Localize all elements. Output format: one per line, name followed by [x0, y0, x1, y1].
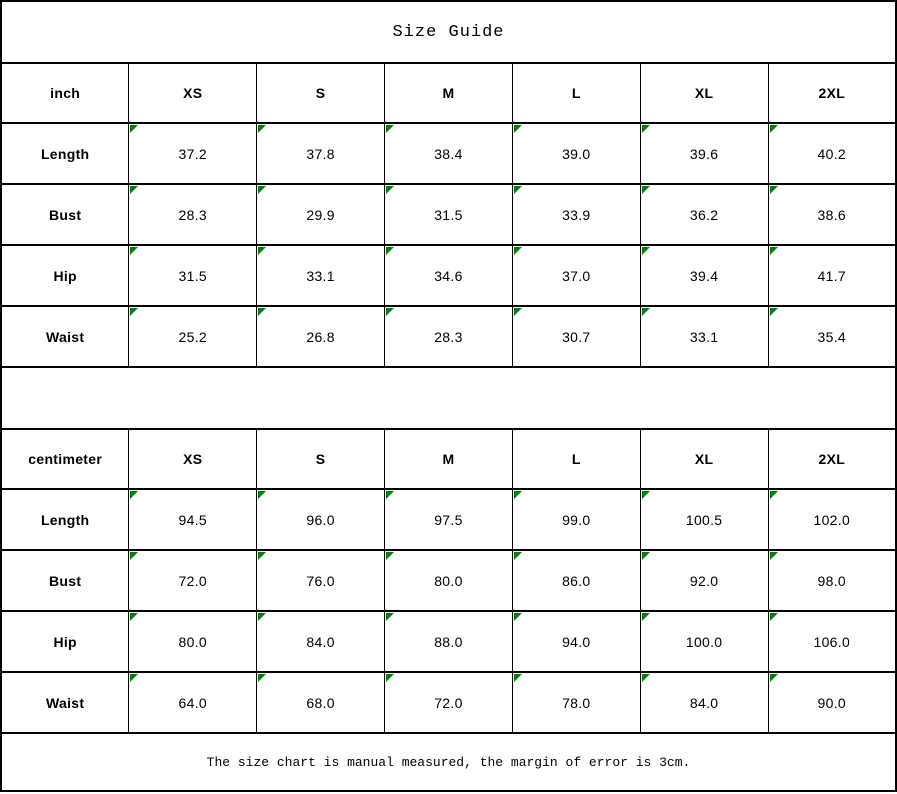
measurement-value-cell [257, 245, 385, 306]
measurement-value-cell [257, 611, 385, 672]
green-corner-marker-icon [642, 125, 650, 133]
measurement-value-cell [257, 306, 385, 367]
measurement-value-cell [512, 245, 640, 306]
green-corner-marker-icon [386, 186, 394, 194]
green-corner-marker-icon [258, 552, 266, 560]
spacer-section [1, 367, 896, 429]
size-header-label: XS [183, 85, 203, 101]
measurement-label: Waist [46, 328, 85, 345]
measurement-value: 90.0 [817, 694, 846, 711]
measurement-value: 64.0 [178, 694, 207, 711]
green-corner-marker-icon [386, 491, 394, 499]
measurement-value: 41.7 [817, 267, 846, 284]
measurement-value: 76.0 [306, 572, 335, 589]
green-corner-marker-icon [258, 491, 266, 499]
measurement-value: 106.0 [813, 633, 851, 650]
measurement-label: Hip [53, 267, 77, 284]
measurement-value: 30.7 [562, 328, 591, 345]
green-corner-marker-icon [642, 491, 650, 499]
green-corner-marker-icon [770, 186, 778, 194]
measurement-label: Bust [49, 206, 82, 223]
measurement-value-cell [129, 184, 257, 245]
measurement-value: 80.0 [434, 572, 463, 589]
unit-header-cell [1, 429, 129, 489]
measurement-row [1, 489, 896, 550]
green-corner-marker-icon [130, 186, 138, 194]
footer-row [1, 733, 896, 791]
green-corner-marker-icon [386, 125, 394, 133]
green-corner-marker-icon [770, 613, 778, 621]
measurement-value-cell [257, 184, 385, 245]
measurement-value: 84.0 [689, 694, 719, 711]
measurement-value: 25.2 [178, 328, 207, 345]
measurement-value-cell [512, 306, 640, 367]
measurement-value-cell [768, 611, 896, 672]
green-corner-marker-icon [514, 613, 522, 621]
measurement-value: 26.8 [306, 328, 335, 345]
measurement-label-cell [1, 611, 129, 672]
size-header-label: L [571, 451, 581, 467]
measurement-value: 78.0 [562, 694, 591, 711]
measurement-value: 72.0 [178, 572, 207, 589]
measurement-value-cell [512, 550, 640, 611]
measurement-value-cell [385, 489, 513, 550]
measurement-value-cell [768, 489, 896, 550]
green-corner-marker-icon [770, 491, 778, 499]
size-header-label: M [442, 85, 455, 101]
measurement-row [1, 611, 896, 672]
green-corner-marker-icon [642, 308, 650, 316]
measurement-value-cell [385, 672, 513, 733]
measurement-value: 31.5 [178, 267, 207, 284]
measurement-value: 28.3 [434, 328, 463, 345]
measurement-value: 29.9 [306, 206, 335, 223]
measurement-value: 39.6 [689, 145, 719, 162]
measurement-label-cell [1, 123, 129, 184]
green-corner-marker-icon [258, 247, 266, 255]
inch-section [1, 63, 896, 367]
page-title: Size Guide [1, 1, 896, 63]
measurement-value-cell [129, 306, 257, 367]
measurement-value-cell [385, 611, 513, 672]
title-section [1, 1, 896, 63]
green-corner-marker-icon [770, 308, 778, 316]
measurement-value-cell [640, 306, 768, 367]
measurement-value: 33.9 [562, 206, 591, 223]
measurement-value: 37.8 [306, 145, 335, 162]
measurement-value: 94.5 [178, 511, 207, 528]
measurement-row [1, 245, 896, 306]
measurement-value: 33.1 [306, 267, 335, 284]
size-header-cell [640, 63, 768, 123]
measurement-row [1, 306, 896, 367]
measurement-label: Waist [46, 694, 85, 711]
measurement-value-cell [768, 306, 896, 367]
measurement-value-cell [768, 245, 896, 306]
measurement-value: 68.0 [306, 694, 335, 711]
measurement-value-cell [512, 184, 640, 245]
measurement-value-cell [257, 123, 385, 184]
size-header-label: 2XL [818, 451, 846, 467]
measurement-value-cell [129, 672, 257, 733]
green-corner-marker-icon [514, 308, 522, 316]
measurement-value-cell [129, 550, 257, 611]
measurement-label: Bust [49, 572, 82, 589]
measurement-value: 102.0 [813, 511, 851, 528]
measurement-value: 100.0 [685, 633, 723, 650]
green-corner-marker-icon [642, 613, 650, 621]
measurement-value-cell [512, 672, 640, 733]
green-corner-marker-icon [514, 552, 522, 560]
measurement-value-cell [768, 123, 896, 184]
green-corner-marker-icon [514, 491, 522, 499]
measurement-value-cell [385, 550, 513, 611]
green-corner-marker-icon [514, 125, 522, 133]
measurement-value-cell [385, 306, 513, 367]
size-header-label: S [315, 85, 326, 101]
green-corner-marker-icon [386, 613, 394, 621]
measurement-value: 88.0 [434, 633, 463, 650]
measurement-value: 80.0 [178, 633, 207, 650]
measurement-value-cell [257, 489, 385, 550]
size-header-row [1, 63, 896, 123]
measurement-label-cell [1, 184, 129, 245]
green-corner-marker-icon [130, 491, 138, 499]
size-header-label: XL [694, 451, 714, 467]
measurement-value-cell [129, 123, 257, 184]
measurement-value-cell [257, 672, 385, 733]
measurement-label-cell [1, 550, 129, 611]
size-header-label: M [442, 451, 455, 467]
size-header-label: 2XL [818, 85, 846, 101]
measurement-value: 86.0 [562, 572, 591, 589]
green-corner-marker-icon [642, 186, 650, 194]
measurement-value: 72.0 [434, 694, 463, 711]
spacer-cell [1, 367, 896, 429]
green-corner-marker-icon [386, 308, 394, 316]
measurement-value-cell [385, 245, 513, 306]
measurement-value-cell [640, 184, 768, 245]
size-header-row [1, 429, 896, 489]
green-corner-marker-icon [130, 308, 138, 316]
measurement-value-cell [512, 123, 640, 184]
size-header-cell [129, 429, 257, 489]
measurement-value: 92.0 [689, 572, 719, 589]
measurement-label: Length [40, 145, 90, 162]
measurement-value: 35.4 [817, 328, 846, 345]
size-header-label: L [571, 85, 581, 101]
measurement-value-cell [129, 245, 257, 306]
measurement-label-cell [1, 245, 129, 306]
measurement-value-cell [768, 184, 896, 245]
measurement-value: 97.5 [434, 511, 463, 528]
measurement-value: 38.4 [434, 145, 463, 162]
size-header-cell [257, 63, 385, 123]
green-corner-marker-icon [642, 674, 650, 682]
green-corner-marker-icon [258, 613, 266, 621]
unit-label: inch [50, 85, 81, 101]
measurement-value-cell [385, 184, 513, 245]
measurement-value-cell [257, 550, 385, 611]
measurement-value: 38.6 [817, 206, 846, 223]
measurement-value: 99.0 [562, 511, 591, 528]
measurement-label-cell [1, 306, 129, 367]
green-corner-marker-icon [514, 186, 522, 194]
footer-note: The size chart is manual measured, the margin of error is 3cm. [1, 733, 896, 791]
size-header-cell [129, 63, 257, 123]
green-corner-marker-icon [130, 674, 138, 682]
measurement-row [1, 123, 896, 184]
green-corner-marker-icon [770, 247, 778, 255]
unit-label: centimeter [28, 451, 103, 467]
size-header-label: XL [694, 85, 714, 101]
measurement-value: 94.0 [562, 633, 591, 650]
measurement-label-cell [1, 672, 129, 733]
size-header-cell [640, 429, 768, 489]
green-corner-marker-icon [642, 552, 650, 560]
measurement-value: 39.0 [562, 145, 591, 162]
measurement-value: 36.2 [689, 206, 719, 223]
green-corner-marker-icon [386, 247, 394, 255]
green-corner-marker-icon [258, 674, 266, 682]
measurement-value: 84.0 [306, 633, 335, 650]
green-corner-marker-icon [386, 552, 394, 560]
measurement-value-cell [512, 489, 640, 550]
green-corner-marker-icon [770, 552, 778, 560]
measurement-row [1, 672, 896, 733]
measurement-label: Hip [53, 633, 77, 650]
measurement-value: 33.1 [689, 328, 719, 345]
measurement-value-cell [640, 245, 768, 306]
measurement-value-cell [129, 489, 257, 550]
size-header-cell [512, 63, 640, 123]
measurement-label: Length [40, 511, 90, 528]
measurement-value: 40.2 [817, 145, 846, 162]
measurement-value: 98.0 [817, 572, 846, 589]
green-corner-marker-icon [386, 674, 394, 682]
green-corner-marker-icon [770, 125, 778, 133]
measurement-value-cell [640, 672, 768, 733]
measurement-value: 34.6 [434, 267, 463, 284]
green-corner-marker-icon [642, 247, 650, 255]
centimeter-section [1, 429, 896, 733]
measurement-value: 28.3 [178, 206, 207, 223]
size-header-cell [768, 429, 896, 489]
green-corner-marker-icon [514, 674, 522, 682]
title-row [1, 1, 896, 63]
green-corner-marker-icon [258, 308, 266, 316]
size-header-cell [768, 63, 896, 123]
measurement-label-cell [1, 489, 129, 550]
measurement-value: 37.2 [178, 145, 207, 162]
size-header-cell [257, 429, 385, 489]
green-corner-marker-icon [130, 247, 138, 255]
green-corner-marker-icon [770, 674, 778, 682]
green-corner-marker-icon [258, 186, 266, 194]
measurement-value: 100.5 [685, 511, 723, 528]
measurement-value-cell [640, 123, 768, 184]
footer-section [1, 733, 896, 791]
green-corner-marker-icon [130, 552, 138, 560]
size-header-label: S [315, 451, 326, 467]
measurement-value-cell [640, 550, 768, 611]
spacer-row [1, 367, 896, 429]
measurement-value-cell [129, 611, 257, 672]
green-corner-marker-icon [130, 125, 138, 133]
measurement-value-cell [512, 611, 640, 672]
measurement-row [1, 184, 896, 245]
measurement-row [1, 550, 896, 611]
measurement-value-cell [768, 672, 896, 733]
green-corner-marker-icon [130, 613, 138, 621]
measurement-value: 96.0 [306, 511, 335, 528]
size-header-label: XS [183, 451, 203, 467]
measurement-value: 37.0 [562, 267, 591, 284]
size-header-cell [385, 429, 513, 489]
measurement-value: 39.4 [689, 267, 719, 284]
size-header-cell [512, 429, 640, 489]
size-header-cell [385, 63, 513, 123]
measurement-value: 31.5 [434, 206, 463, 223]
measurement-value-cell [640, 611, 768, 672]
unit-header-cell [1, 63, 129, 123]
green-corner-marker-icon [514, 247, 522, 255]
measurement-value-cell [768, 550, 896, 611]
measurement-value-cell [385, 123, 513, 184]
measurement-value-cell [640, 489, 768, 550]
green-corner-marker-icon [258, 125, 266, 133]
